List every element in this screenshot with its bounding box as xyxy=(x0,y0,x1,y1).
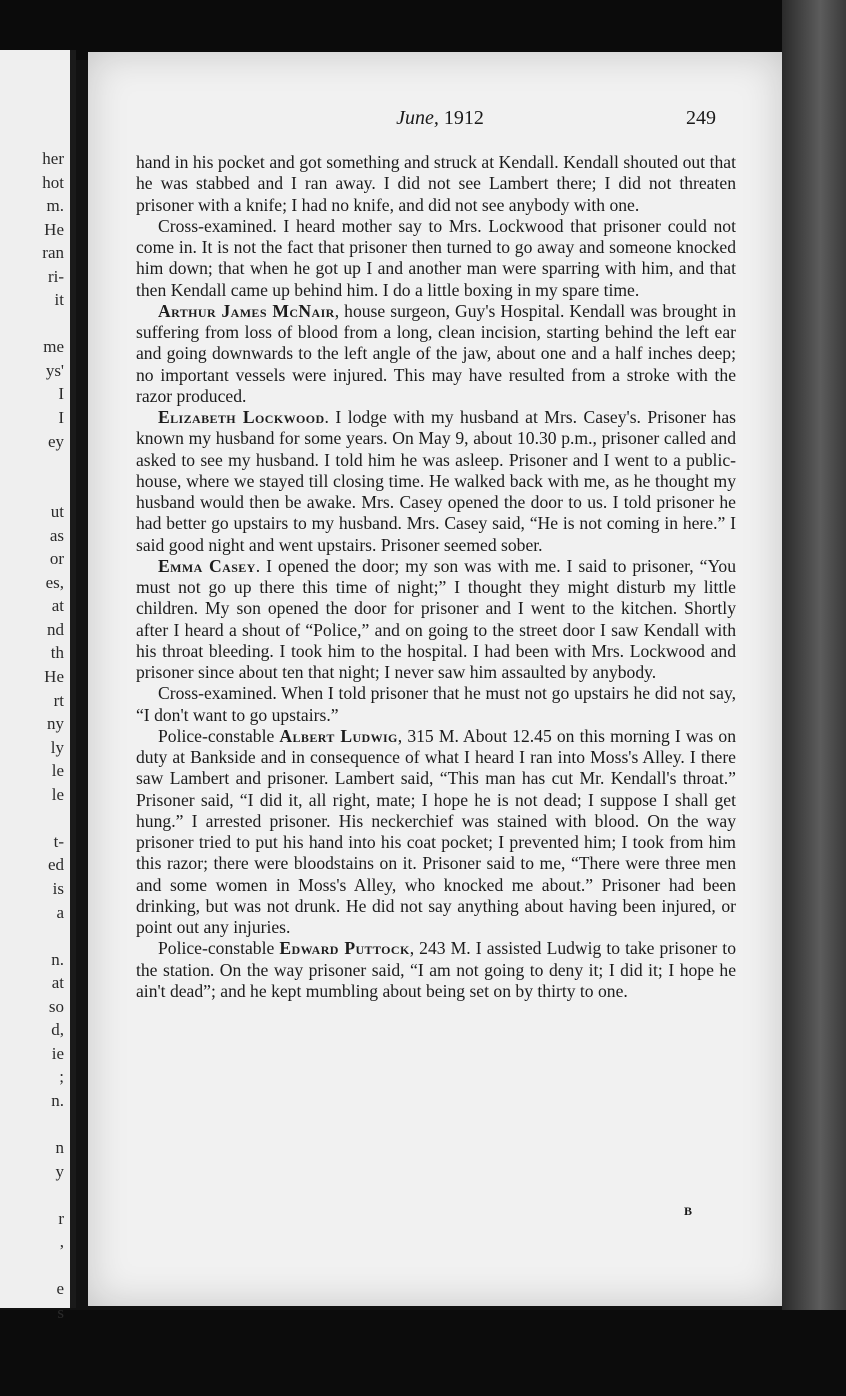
witness-name: Albert Ludwig xyxy=(279,725,398,746)
paragraph xyxy=(136,216,736,301)
margin-fragment: ny xyxy=(47,714,64,734)
margin-fragment: ie xyxy=(51,1043,64,1063)
paragraph-text: , house surgeon, Guy's Hospital. Kendall was brought in suffering from loss of blood from a long, clean incision, starting behind the left ear and going downwards to the left angle of the jaw, about one and a half inches deep; no important vessels were injured. This may have resulted from a stroke with the razor produced. xyxy=(136,300,736,406)
margin-fragment: ys' xyxy=(45,360,64,380)
paragraph-text: . I opened the door; my son was with me. I said to prisoner, “You must not go up there this time of night;” I thought they might disturb my little children. My son opened the door for prisoner and I went to the kitchen. Shortly after I heard a shout of “Police,” and on going to the street door I saw Kendall with his throat bleeding. I took him to the hospital. I had been with Mrs. Lockwood and prisoner since about ten that night; I never saw him assaulted by anybody. xyxy=(136,555,737,682)
paragraph-text: . I lodge with my husband at Mrs. Casey's. Prisoner has known my husband for some years. On May 9, about 10.30 p.m., prisoner called and asked to see my husband. I told him he was asleep. Prisoner and I went to a public-house, where we stayed till closing time. He walked back with me, as he thought my husband would then be awake. Mrs. Casey opened the door to us. I told prisoner he had better go upstairs to my husband. Mrs. Casey said, “He is not coming in here.” I said good night and went upstairs. Prisoner seemed sober. xyxy=(136,407,736,555)
margin-fragment: ey xyxy=(47,431,64,451)
margin-fragment: her xyxy=(42,149,64,168)
paragraph xyxy=(136,556,736,684)
margin-fragment: ut xyxy=(50,502,64,522)
witness-name: Edward Puttock xyxy=(279,938,410,959)
margin-fragment xyxy=(0,477,70,501)
witness-name: Arthur James McNair xyxy=(158,300,335,321)
margin-fragment: at xyxy=(51,596,64,616)
margin-fragment: , xyxy=(59,1232,64,1252)
margin-fragment: at xyxy=(51,973,64,993)
paragraph-text: , 315 M. About 12.45 on this morning I was on duty at Bankside and in consequence of what I heard I ran into Moss's Alley. I there saw Lambert and prisoner. Lambert said, “This man has cut Mr. Kendall's throat.” Prisoner said, “I did it, all right, mate; I hope he is not dead; I suppose I shall get hung.” I arrested prisoner. His neckerchief was stained with blood. On the way prisoner tried to put his hand into his coat pocket; I prevented him; I took from him this razor; there were bloodstains on it. Prisoner said to me, “There were three men and some women in Moss's Alley, who knocked me about.” Prisoner had been drinking, but was not drunk. He did not say anything about having been injured, or point out any injuries. xyxy=(136,725,736,937)
margin-fragment: He xyxy=(44,667,64,687)
margin-fragment: r xyxy=(58,1208,64,1228)
margin-fragment xyxy=(0,806,70,830)
margin-fragment: d, xyxy=(51,1020,64,1040)
margin-fragment: so xyxy=(48,996,64,1016)
margin-fragment: me xyxy=(43,337,64,357)
margin-fragment xyxy=(0,1112,70,1136)
witness-name: Emma Casey xyxy=(158,555,256,576)
paragraph-text: hand in his pocket and got something and struck at Kendall. Kendall shouted out that he was stabbed and I ran away. I did not see Lambert there; I did not threaten prisoner with a knife; I had no knife, and did not see anybody with one. xyxy=(136,152,736,215)
margin-fragment: or xyxy=(49,549,64,569)
margin-fragment: rt xyxy=(53,690,64,710)
margin-fragment xyxy=(0,924,70,948)
margin-fragment: n. xyxy=(51,1090,64,1110)
margin-fragment: m. xyxy=(46,196,64,216)
witness-name: Elizabeth Lockwood xyxy=(158,407,325,427)
scan-top-border xyxy=(0,0,846,60)
margin-fragment: as xyxy=(49,525,64,545)
running-head xyxy=(88,107,782,137)
signature-mark: B xyxy=(684,1204,693,1218)
scan-bottom-border xyxy=(0,1310,846,1396)
margin-fragment: le xyxy=(51,761,64,781)
paragraph xyxy=(136,301,736,407)
paragraph-text: Police-constable xyxy=(158,725,280,746)
margin-fragment: it xyxy=(54,290,64,310)
margin-fragment: es, xyxy=(45,572,64,592)
running-head-date xyxy=(360,107,520,130)
margin-fragment: th xyxy=(50,643,64,663)
margin-fragment: y xyxy=(55,1161,64,1181)
margin-fragment: ; xyxy=(59,1067,64,1087)
paragraph xyxy=(136,407,736,556)
facing-page-edge xyxy=(0,50,76,1322)
page-number: 249 xyxy=(686,107,716,129)
margin-fragment: le xyxy=(51,784,64,804)
margin-fragment: nd xyxy=(47,619,64,639)
margin-fragment xyxy=(0,453,70,477)
margin-fragment: ed xyxy=(47,855,64,875)
margin-fragment: He xyxy=(44,219,64,239)
margin-fragment: a xyxy=(56,902,64,922)
running-head-year: 1912 xyxy=(443,107,484,129)
margin-fragment xyxy=(0,1183,70,1207)
margin-fragment xyxy=(0,1254,70,1278)
scan-right-border xyxy=(782,0,846,1396)
paragraph-text: Cross-examined. I heard mother say to Mrs. Lockwood that prisoner could not come in. It is not the fact that prisoner then turned to go away and someone knocked him down; that when he got up I and another man were sparring with him, and that then Kendall came up behind him. I do a little boxing in my spare time. xyxy=(136,215,736,300)
paragraph xyxy=(136,152,736,216)
margin-fragment: t- xyxy=(53,831,64,851)
margin-fragment: I xyxy=(58,384,64,404)
margin-fragment: n. xyxy=(51,949,64,969)
paragraph xyxy=(136,726,736,939)
paragraph-text: , 243 M. I assisted Ludwig to take prisoner to the station. On the way prisoner said, “I am not going to deny it; I did it; I hope he ain't dead”; and he kept mumbling about being set on by thirty to one. xyxy=(136,938,736,1001)
paragraph xyxy=(136,938,736,1002)
margin-fragment: e xyxy=(56,1279,64,1299)
margin-fragment xyxy=(0,312,70,336)
paragraph-text: Cross-examined. When I told prisoner that he must not go upstairs he did not say, “I don't want to go upstairs.” xyxy=(136,683,736,725)
margin-fragment: hot xyxy=(42,172,64,192)
margin-fragment: I xyxy=(58,408,64,428)
book-page xyxy=(88,52,782,1306)
paragraph xyxy=(136,683,736,726)
paragraph-text: Police-constable xyxy=(158,938,280,959)
margin-fragment: s xyxy=(57,1302,64,1322)
running-head-month: June, xyxy=(396,107,439,129)
margin-fragment: n xyxy=(55,1137,64,1157)
margin-fragment: is xyxy=(52,878,64,898)
margin-fragment: ran xyxy=(42,243,64,263)
margin-fragment: ly xyxy=(50,737,64,757)
page-body xyxy=(136,152,736,1002)
margin-fragment: ri- xyxy=(47,266,64,286)
